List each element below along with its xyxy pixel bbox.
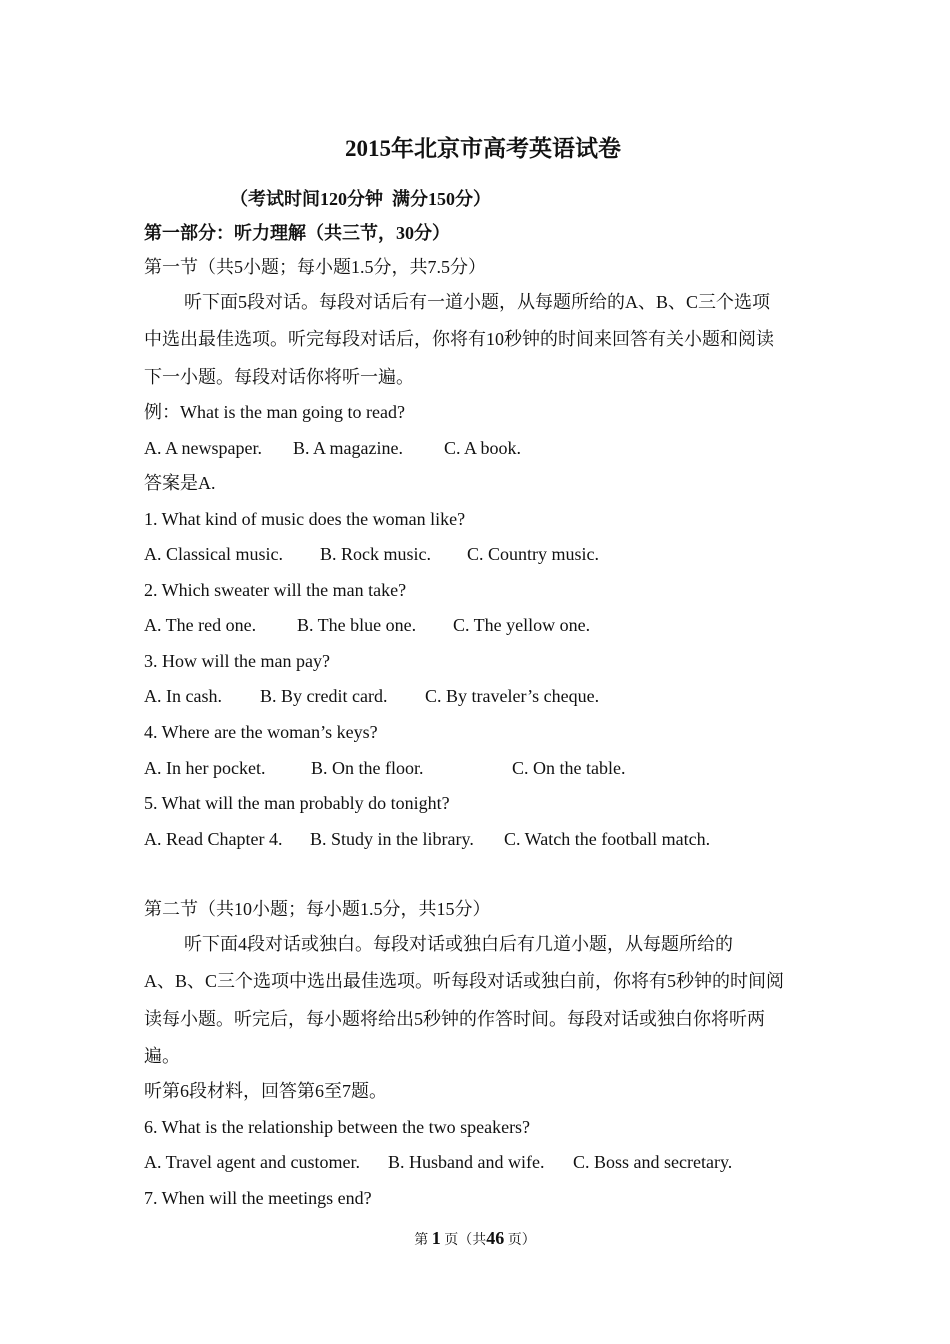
question-3: 3. How will the man pay? [144,651,330,671]
q2-option-a: A. The red one. [144,615,257,635]
q5-option-a: A. Read Chapter 4. [144,829,283,849]
part1-heading: 第一部分：听力理解（共三节，30分） [144,223,450,243]
question-5: 5. What will the man probably do tonight? [144,793,450,813]
q4-option-a: A. In her pocket. [144,758,266,778]
section2-heading: 第二节（共10小题；每小题1.5分，共15分） [144,899,491,919]
q6-option-c: C. Boss and secretary. [573,1152,733,1172]
section2-instruction-line: 听下面4段对话或独白。每段对话或独白后有几道小题，从每题所给的 [184,934,733,954]
section1-instruction-line: 听下面5段对话。每段对话后有一道小题，从每题所给的A、B、C三个选项 [184,292,771,312]
q1-option-a: A. Classical music. [144,544,283,564]
passage-note: 听第6段材料，回答第6至7题。 [144,1081,387,1101]
q6-option-a: A. Travel agent and customer. [144,1152,360,1172]
q1-option-c: C. Country music. [467,544,600,564]
footer-suffix: 页） [507,1233,536,1248]
question-6: 6. What is the relationship between the two speakers? [144,1117,531,1137]
section2-instruction-line: 读每小题。听完后，每小题将给出5秒钟的作答时间。每段对话或独白你将听两 [144,1009,765,1029]
q2-option-c: C. The yellow one. [453,615,591,635]
example-answer: 答案是A. [144,473,216,493]
footer-page-number: 1 [431,1228,441,1248]
section2-instruction-line: A、B、C三个选项中选出最佳选项。听每段对话或独白前，你将有5秒钟的时间阅 [144,971,785,991]
q3-option-a: A. In cash. [144,686,222,706]
question-7: 7. When will the meetings end? [144,1188,372,1208]
q3-option-b: B. By credit card. [260,686,388,706]
question-1: 1. What kind of music does the woman like? [144,509,466,529]
question-4: 4. Where are the woman’s keys? [144,722,378,742]
example-question: 例：What is the man going to read? [144,402,405,422]
example-option-c: C. A book. [444,438,522,458]
section1-instruction-line: 下一小题。每段对话你将听一遍。 [144,367,414,387]
page-footer [0,1228,950,1251]
q1-option-b: B. Rock music. [320,544,431,564]
question-2: 2. Which sweater will the man take? [144,580,407,600]
section1-heading: 第一节（共5小题；每小题1.5分，共7.5分） [144,257,486,277]
document-title: 2015年北京市高考英语试卷 [345,136,621,161]
example-option-a: A. A newspaper. [144,438,262,458]
q6-option-b: B. Husband and wife. [388,1152,545,1172]
q5-option-c: C. Watch the football match. [504,829,711,849]
q2-option-b: B. The blue one. [297,615,417,635]
q4-option-b: B. On the floor. [311,758,424,778]
footer-prefix: 第 [414,1233,429,1248]
example-option-b: B. A magazine. [293,438,403,458]
section1-instruction-line: 中选出最佳选项。听完每段对话后，你将有10秒钟的时间来回答有关小题和阅读 [144,329,774,349]
q3-option-c: C. By traveler’s cheque. [425,686,600,706]
q4-option-c: C. On the table. [512,758,626,778]
q5-option-b: B. Study in the library. [310,829,474,849]
exam-info: （考试时间120分钟 满分150分） [230,189,491,209]
footer-total-pages: 46 [486,1228,505,1248]
section2-instruction-line: 遍。 [144,1046,180,1066]
footer-middle: 页（共 [444,1233,487,1248]
